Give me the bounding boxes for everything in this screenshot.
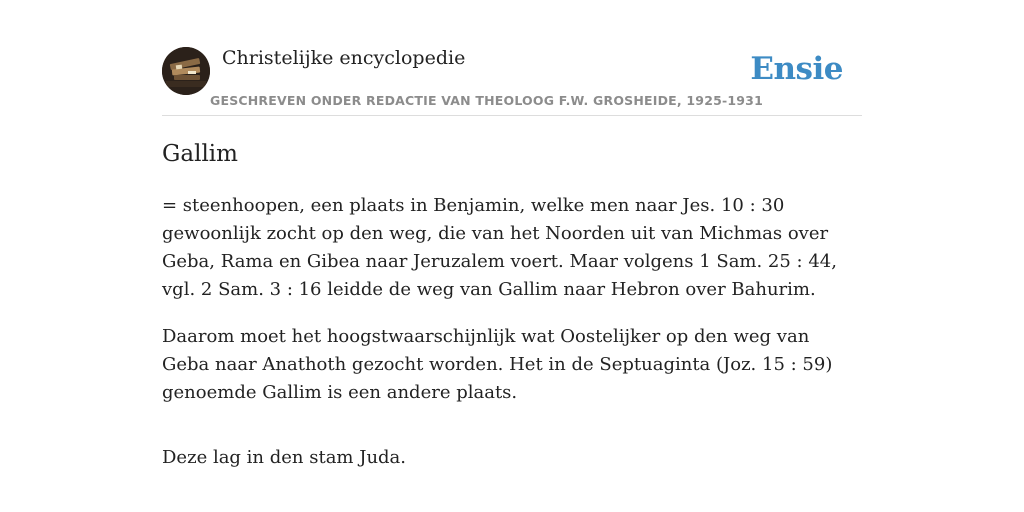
book-stack-icon	[162, 47, 210, 95]
article-body	[162, 192, 862, 491]
site-avatar[interactable]	[162, 47, 210, 95]
article-paragraph: Daarom moet het hoogstwaarschijnlijk wat Oostelijker op den weg van Geba naar Anathoth gezocht worden. Het in de Septuaginta (Joz. 15 : 59) genoemde Gallim is een andere plaats.	[162, 326, 833, 403]
article-title: Gallim	[162, 141, 238, 167]
site-title[interactable]: Christelijke encyclopedie	[222, 47, 466, 69]
article-paragraph: Deze lag in den stam Juda.	[162, 447, 407, 468]
site-tagline: GESCHREVEN ONDER REDACTIE VAN THEOLOOG F.W. GROSHEIDE, 1925-1931	[210, 93, 763, 108]
article-paragraph: = steenhoopen, een plaats in Benjamin, welke men naar Jes. 10 : 30 gewoonlijk zocht op den weg, die van het Noorden uit van Michmas over Geba, Rama en Gibea naar Jeruzalem voert. Maar volgens 1 Sam. 25 : 44, vgl. 2 Sam. 3 : 16 leidde de weg van Gallim naar Hebron over Bahurim.	[162, 195, 837, 300]
header-divider	[162, 115, 862, 116]
brand-logo[interactable]: Ensie	[750, 51, 843, 87]
